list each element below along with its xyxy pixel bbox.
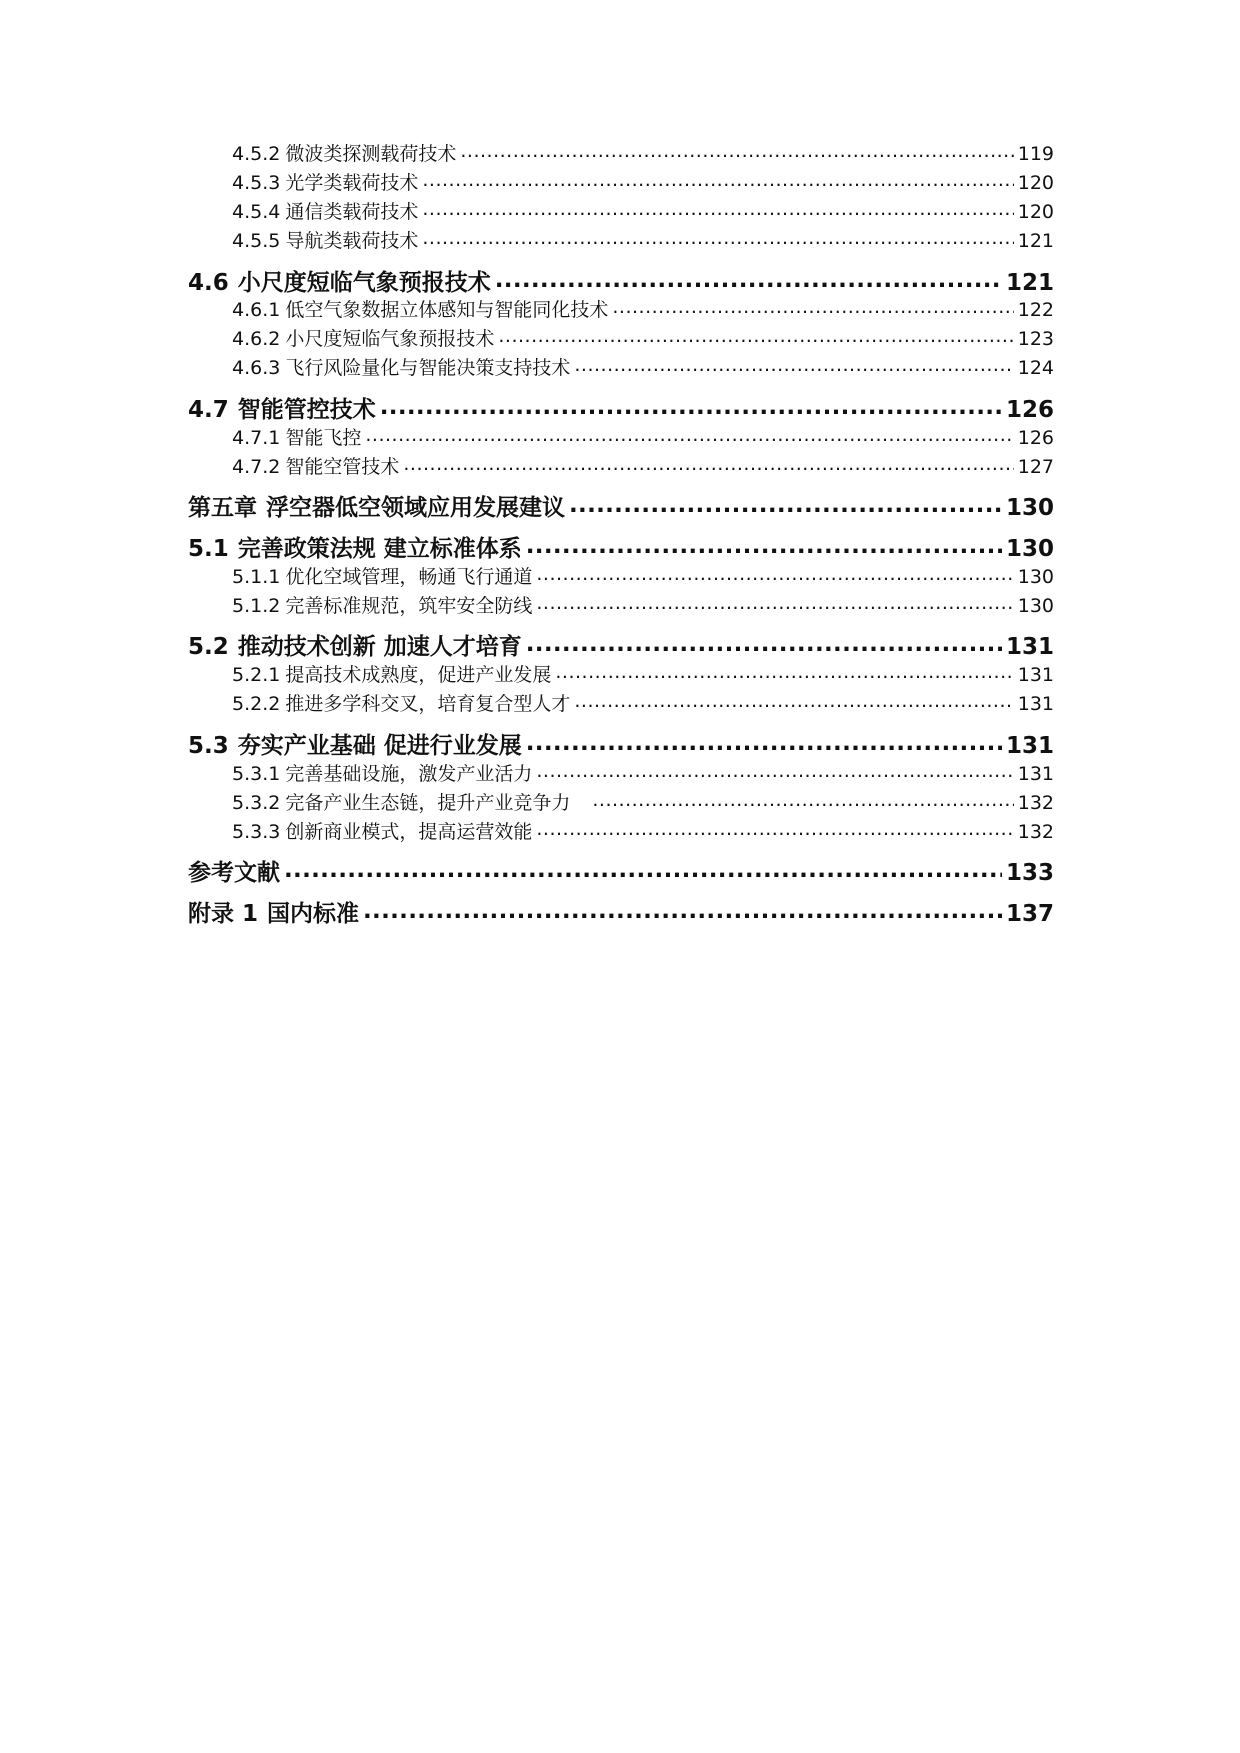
toc-entry[interactable] <box>188 854 1054 886</box>
toc-entry-title: 优化空域管理，畅通飞行通道 <box>285 566 533 588</box>
toc-entry-page: 130 <box>1005 536 1054 562</box>
toc-entry-title: 光学类载荷技术 <box>285 172 419 194</box>
toc-entry[interactable] <box>232 197 1054 225</box>
toc-leader-dots <box>403 454 1013 473</box>
toc-entry[interactable] <box>232 759 1054 787</box>
toc-entry-number: 5.1.1 <box>232 566 281 588</box>
toc-entry-number: 4.7.2 <box>232 456 281 478</box>
toc-entry-page: 132 <box>1017 821 1054 843</box>
toc-entry-number: 附录 1 <box>188 901 259 927</box>
toc-entry[interactable] <box>232 324 1054 352</box>
toc-leader-dots <box>422 170 1013 189</box>
toc-entry-number: 5.1.2 <box>232 595 281 617</box>
toc-entry-number: 4.6.1 <box>232 299 281 321</box>
toc-entry-title: 浮空器低空领域应用发展建议 <box>266 495 565 521</box>
toc-leader-dots <box>592 790 1013 809</box>
toc-entry-title: 智能空管技术 <box>285 456 400 478</box>
toc-entry[interactable] <box>188 727 1054 759</box>
toc-entry[interactable] <box>188 489 1054 521</box>
toc-entry[interactable] <box>188 895 1054 927</box>
toc-entry-page: 131 <box>1017 763 1054 785</box>
toc-entry-page: 131 <box>1005 733 1054 759</box>
toc-entry-page: 120 <box>1017 201 1054 223</box>
toc-entry-number: 4.5.3 <box>232 172 281 194</box>
toc-entry-page: 131 <box>1017 664 1054 686</box>
toc-entry[interactable] <box>232 168 1054 196</box>
toc-entry-number: 4.6 <box>188 270 229 296</box>
toc-leader-dots <box>536 593 1013 612</box>
toc-entry[interactable] <box>188 264 1054 296</box>
toc-entry-title: 推进多学科交叉，培育复合型人才 <box>285 693 571 715</box>
toc-entry-number: 4.6.3 <box>232 357 281 379</box>
toc-entry-title: 国内标准 <box>267 901 360 927</box>
toc-leader-dots <box>460 141 1013 160</box>
toc-entry-title: 完善基础设施，激发产业活力 <box>285 763 533 785</box>
toc-entry[interactable] <box>232 817 1054 845</box>
toc-entry-page: 126 <box>1005 397 1054 423</box>
toc-entry-number: 5.2.2 <box>232 693 281 715</box>
toc-entry-title: 微波类探测载荷技术 <box>285 143 457 165</box>
toc-leader-dots <box>498 326 1013 345</box>
toc-entry[interactable] <box>232 660 1054 688</box>
toc-entry-number: 4.5.2 <box>232 143 281 165</box>
toc-entry-page: 132 <box>1017 792 1054 814</box>
toc-leader-dots <box>495 267 1002 290</box>
toc-entry-title: 推动技术创新 加速人才培育 <box>237 634 522 660</box>
toc-leader-dots <box>574 355 1013 374</box>
toc-entry-title: 提高技术成熟度，促进产业发展 <box>285 664 552 686</box>
toc-entry-title: 导航类载荷技术 <box>285 230 419 252</box>
toc-entry-title: 低空气象数据立体感知与智能同化技术 <box>285 299 609 321</box>
toc-entry-title: 智能管控技术 <box>237 397 376 423</box>
toc-entry-page: 124 <box>1017 357 1054 379</box>
toc-entry-page: 123 <box>1017 328 1054 350</box>
toc-entry-title: 完备产业生态链，提升产业竞争力 <box>285 792 571 814</box>
toc-leader-dots <box>526 730 1002 753</box>
toc-entry[interactable] <box>188 391 1054 423</box>
toc-entry-number: 4.6.2 <box>232 328 281 350</box>
toc-entry[interactable] <box>232 295 1054 323</box>
toc-entry-page: 131 <box>1017 693 1054 715</box>
toc-entry-title: 参考文献 <box>188 860 280 886</box>
toc-entry-page: 119 <box>1017 143 1054 165</box>
toc-entry-page: 127 <box>1017 456 1054 478</box>
toc-entry-title: 夯实产业基础 促进行业发展 <box>237 733 522 759</box>
toc-leader-dots <box>365 425 1013 444</box>
toc-entry-title: 飞行风险量化与智能决策支持技术 <box>285 357 571 379</box>
toc-entry[interactable] <box>232 452 1054 480</box>
toc-entry[interactable] <box>232 788 1054 816</box>
toc-entry-title: 完善政策法规 建立标准体系 <box>237 536 522 562</box>
toc-entry[interactable] <box>232 226 1054 254</box>
toc-entry-number: 第五章 <box>188 495 257 521</box>
toc-entry-title: 小尺度短临气象预报技术 <box>285 328 495 350</box>
toc-entry[interactable] <box>188 628 1054 660</box>
toc-leader-dots <box>536 564 1013 583</box>
toc-entry-title: 完善标准规范，筑牢安全防线 <box>285 595 533 617</box>
toc-leader-dots <box>526 533 1002 556</box>
toc-entry-number: 5.3.2 <box>232 792 281 814</box>
toc-entry-title: 通信类载荷技术 <box>285 201 419 223</box>
toc-entry-number: 5.3 <box>188 733 229 759</box>
toc-entry-page: 121 <box>1017 230 1054 252</box>
toc-entry-number: 5.3.3 <box>232 821 281 843</box>
toc-entry-page: 130 <box>1005 495 1054 521</box>
toc-entry[interactable] <box>188 530 1054 562</box>
toc-leader-dots <box>284 857 1002 880</box>
toc-leader-dots <box>555 662 1013 681</box>
toc-entry[interactable] <box>232 591 1054 619</box>
toc-entry-page: 130 <box>1017 595 1054 617</box>
toc-leader-dots <box>422 228 1013 247</box>
toc-entry[interactable] <box>232 562 1054 590</box>
toc-entry-number: 4.7.1 <box>232 427 281 449</box>
toc-leader-dots <box>536 819 1013 838</box>
toc-entry-number: 5.3.1 <box>232 763 281 785</box>
toc-leader-dots <box>363 898 1002 921</box>
toc-leader-dots <box>612 297 1013 316</box>
toc-entry-page: 131 <box>1005 634 1054 660</box>
toc-entry-page: 137 <box>1005 901 1054 927</box>
toc-leader-dots <box>526 631 1002 654</box>
toc-entry-number: 5.1 <box>188 536 229 562</box>
toc-entry[interactable] <box>232 423 1054 451</box>
toc-entry-number: 4.5.4 <box>232 201 281 223</box>
toc-leader-dots <box>422 199 1013 218</box>
toc-leader-dots <box>569 492 1002 515</box>
toc-entry-page: 126 <box>1017 427 1054 449</box>
toc-entry-title: 小尺度短临气象预报技术 <box>237 270 491 296</box>
toc-entry-page: 133 <box>1005 860 1054 886</box>
toc-entry-title: 创新商业模式，提高运营效能 <box>285 821 533 843</box>
toc-entry-page: 130 <box>1017 566 1054 588</box>
toc-entry-title: 智能飞控 <box>285 427 362 449</box>
toc-entry-page: 120 <box>1017 172 1054 194</box>
toc-entry-number: 4.5.5 <box>232 230 281 252</box>
toc-entry-number: 5.2 <box>188 634 229 660</box>
toc-leader-dots <box>380 394 1002 417</box>
toc-entry-page: 122 <box>1017 299 1054 321</box>
toc-entry-number: 4.7 <box>188 397 229 423</box>
toc-entry[interactable] <box>232 689 1054 717</box>
toc-entry-page: 121 <box>1005 270 1054 296</box>
toc-leader-dots <box>536 761 1013 780</box>
toc-entry[interactable] <box>232 139 1054 167</box>
toc-entry-number: 5.2.1 <box>232 664 281 686</box>
toc-leader-dots <box>574 691 1013 710</box>
toc-entry[interactable] <box>232 353 1054 381</box>
